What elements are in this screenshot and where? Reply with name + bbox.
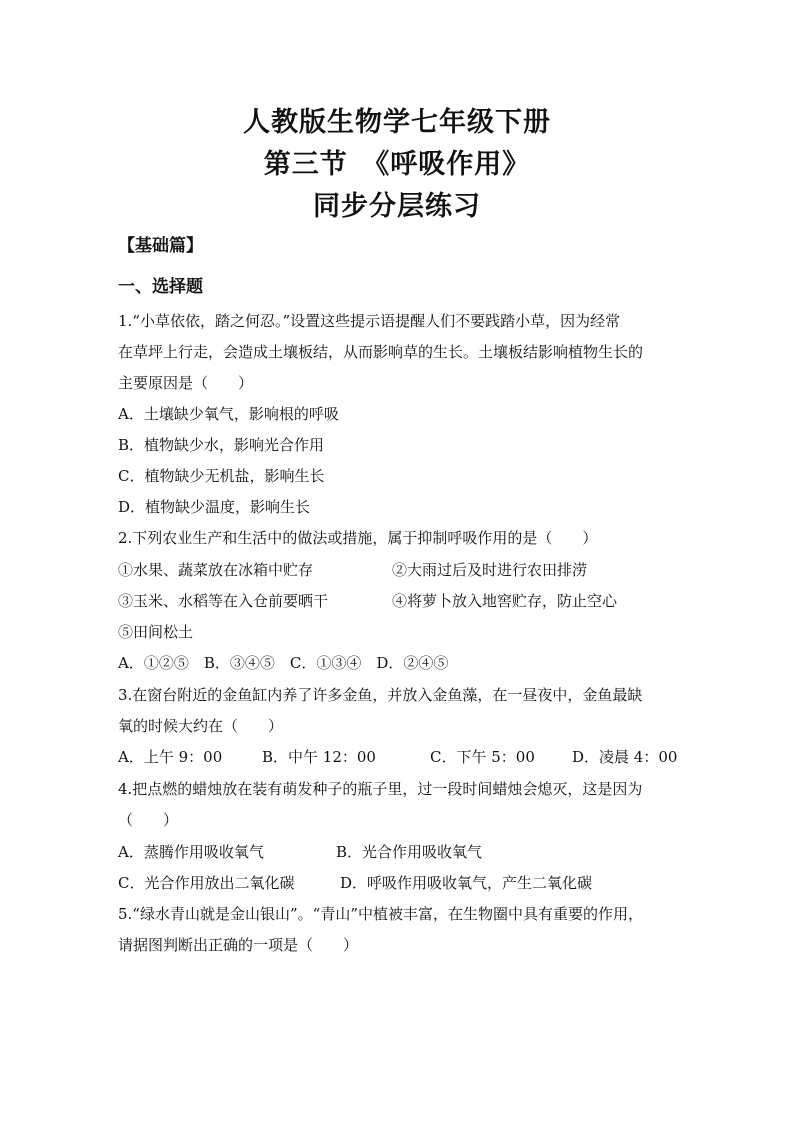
q2-item-3: ③玉米、水稻等在入仓前要晒干 (118, 592, 329, 610)
q2-item-1: ①水果、蔬菜放在冰箱中贮存 (118, 561, 314, 579)
q4-option-c: C．光合作用放出二氧化碳 (118, 874, 295, 892)
q3-option-d: D．凌晨 4：00 (572, 748, 678, 766)
q5-stem-line2: 请据图判断出正确的一项是（ ） (118, 936, 359, 954)
lesson-title: 第三节 《呼吸作用》 (263, 149, 531, 180)
q2-item-4: ④将萝卜放入地窖贮存，防止空心 (392, 592, 618, 610)
q3-option-b: B．中午 12：00 (262, 748, 376, 766)
document-title: 人教版生物学七年级下册 (243, 107, 551, 138)
part-label: 一、选择题 (118, 277, 203, 297)
q5-stem-line1: 5.“绿水青山就是金山银山”。“青山”中植被丰富，在生物圈中具有重要的作用， (118, 905, 643, 923)
q1-option-d: D．植物缺少温度，影响生长 (118, 498, 311, 516)
q2-options: A．①②⑤ B．③④⑤ C．①③④ D．②④⑤ (118, 654, 449, 672)
q4-stem-line1: 4.把点燃的蜡烛放在装有萌发种子的瓶子里，过一段时间蜡烛会熄灭，这是因为 (118, 780, 643, 798)
q3-option-a: A．上午 9：00 (118, 748, 223, 766)
q4-stem-line2: （ ） (118, 811, 179, 829)
exercise-title: 同步分层练习 (313, 191, 481, 222)
q1-option-b: B．植物缺少水，影响光合作用 (118, 436, 325, 454)
q1-stem-line3: 主要原因是（ ） (118, 374, 254, 392)
q1-stem-line1: 1.“小草依依，踏之何忍。”设置这些提示语提醒人们不要践踏小草，因为经常 (118, 312, 621, 330)
q1-option-c: C．植物缺少无机盐，影响生长 (118, 467, 325, 485)
q2-item-2: ②大雨过后及时进行农田排涝 (392, 561, 588, 579)
q3-option-c: C．下午 5：00 (430, 748, 535, 766)
q2-item-5: ⑤田间松土 (118, 623, 194, 641)
q2-stem: 2.下列农业生产和生活中的做法或措施，属于抑制呼吸作用的是（ ） (118, 529, 598, 547)
section-label: 【基础篇】 (118, 236, 203, 256)
q3-stem-line1: 3.在窗台附近的金鱼缸内养了许多金鱼，并放入金鱼藻，在一昼夜中，金鱼最缺 (118, 686, 643, 704)
q4-option-a: A．蒸腾作用吸收氧气 (118, 843, 264, 861)
q4-option-b: B．光合作用吸收氧气 (336, 843, 483, 861)
q1-stem-line2: 在草坪上行走，会造成土壤板结，从而影响草的生长。土壤板结影响植物生长的 (118, 343, 644, 361)
q1-option-a: A．土壤缺少氧气，影响根的呼吸 (118, 405, 339, 423)
q3-stem-line2: 氧的时候大约在（ ） (118, 717, 284, 735)
q4-option-d: D．呼吸作用吸收氧气，产生二氧化碳 (340, 874, 593, 892)
